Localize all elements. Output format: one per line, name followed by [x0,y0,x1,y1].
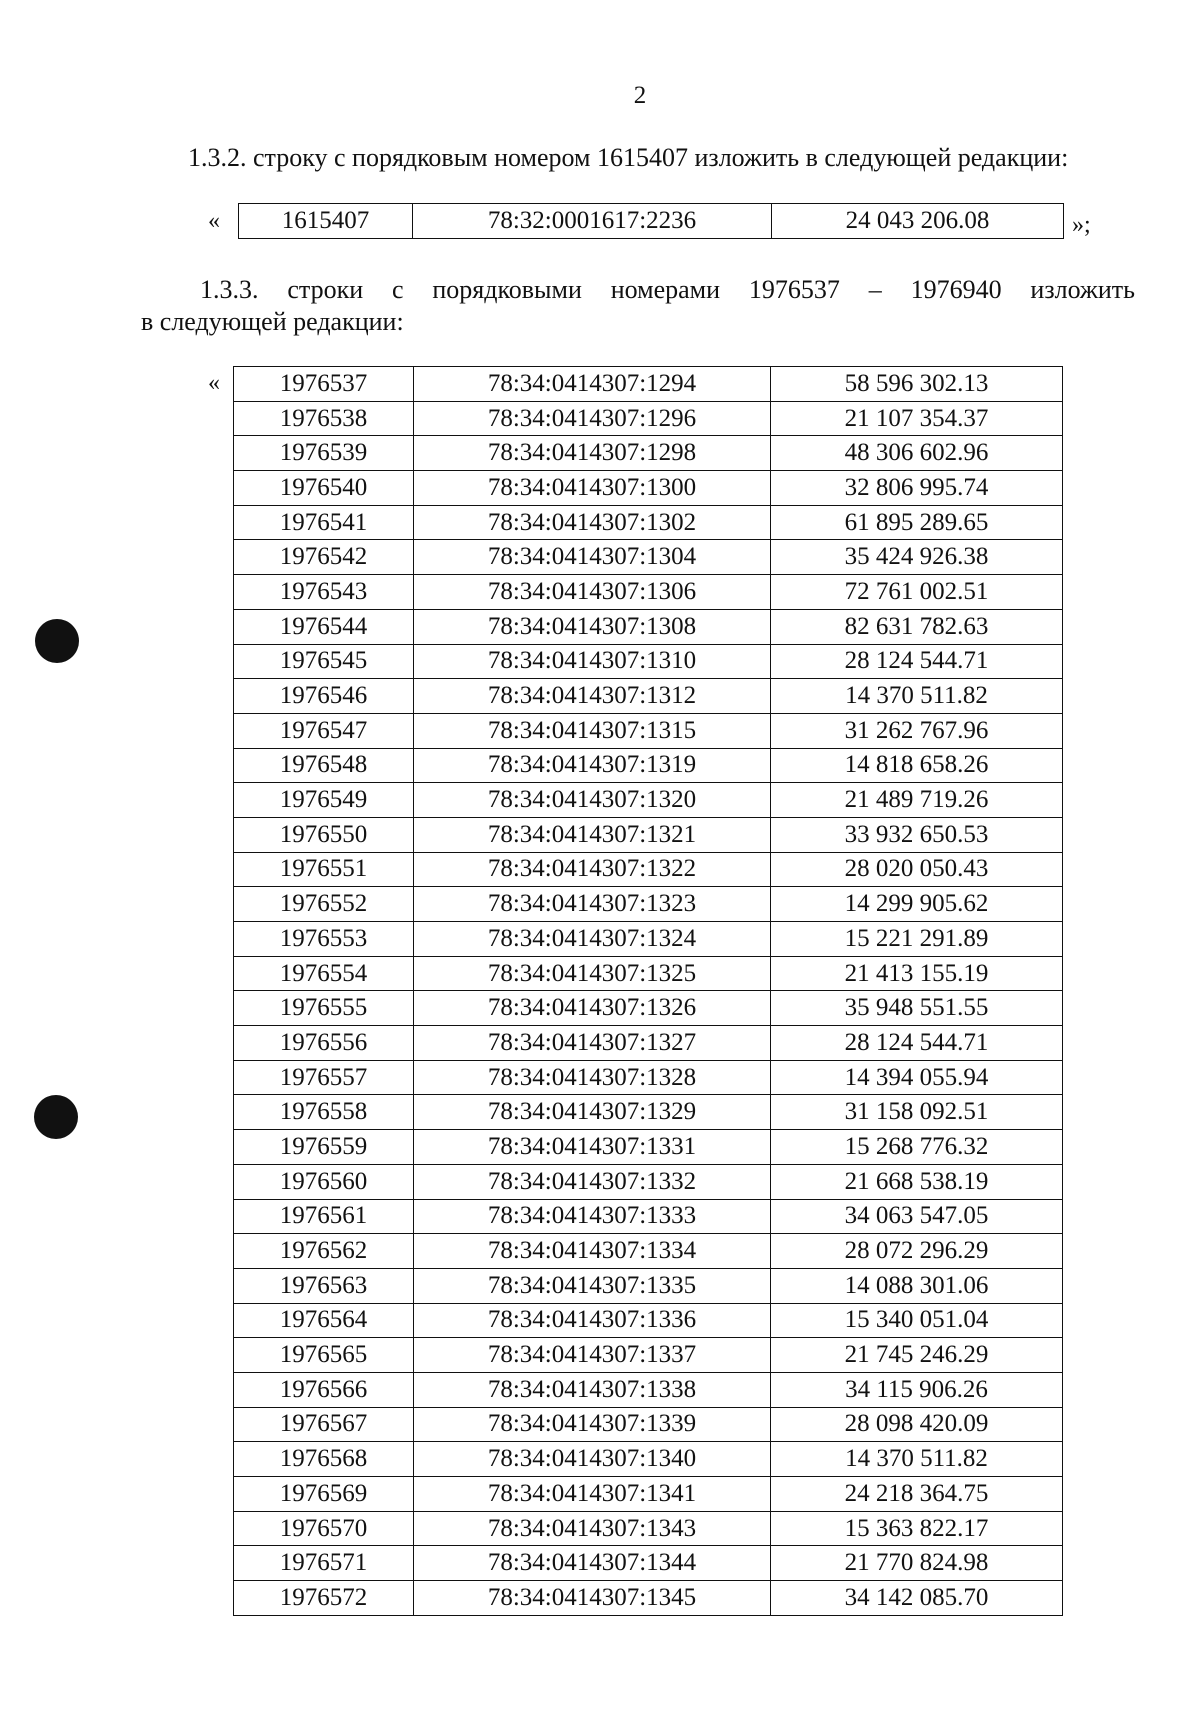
open-quote-2: « [208,370,220,396]
value-cell: 15 340 051.04 [771,1303,1063,1338]
value-cell: 14 088 301.06 [771,1268,1063,1303]
table-row [234,540,1063,575]
word: – [868,275,882,304]
row-number-cell: 1976542 [234,540,414,575]
table-row [234,887,1063,922]
row-number-cell: 1976538 [234,401,414,436]
row-number-cell: 1976541 [234,505,414,540]
cadastral-number-cell: 78:32:0001617:2236 [413,204,772,239]
word: 1.3.3. [200,275,259,304]
table-row [234,575,1063,610]
table-row [234,1164,1063,1199]
open-quote-1: « [208,208,220,234]
value-cell: 14 370 511.82 [771,1442,1063,1477]
value-cell: 34 063 547.05 [771,1199,1063,1234]
row-number-cell: 1976545 [234,644,414,679]
row-number-cell: 1976566 [234,1372,414,1407]
table-row [234,1060,1063,1095]
value-cell: 14 299 905.62 [771,887,1063,922]
value-cell: 21 107 354.37 [771,401,1063,436]
cadastral-number-cell: 78:34:0414307:1315 [414,713,771,748]
row-number-cell: 1976558 [234,1095,414,1130]
table-row [234,471,1063,506]
value-cell: 32 806 995.74 [771,471,1063,506]
cadastral-number-cell: 78:34:0414307:1328 [414,1060,771,1095]
row-number-cell: 1615407 [239,204,413,239]
page-number: 2 [633,82,647,109]
value-cell: 15 363 822.17 [771,1511,1063,1546]
value-cell: 28 098 420.09 [771,1407,1063,1442]
row-number-cell: 1976555 [234,991,414,1026]
table-row [234,1026,1063,1061]
row-number-cell: 1976550 [234,817,414,852]
row-number-cell: 1976539 [234,436,414,471]
cadastral-number-cell: 78:34:0414307:1300 [414,471,771,506]
row-number-cell: 1976543 [234,575,414,610]
cadastral-number-cell: 78:34:0414307:1302 [414,505,771,540]
row-number-cell: 1976537 [234,367,414,402]
single-row-table [238,203,1064,239]
cadastral-number-cell: 78:34:0414307:1338 [414,1372,771,1407]
close-quote-1: »; [1072,212,1091,238]
table-row [234,713,1063,748]
table-row [234,1303,1063,1338]
table-row [234,1234,1063,1269]
row-number-cell: 1976571 [234,1546,414,1581]
cadastral-number-cell: 78:34:0414307:1344 [414,1546,771,1581]
cadastral-number-cell: 78:34:0414307:1310 [414,644,771,679]
value-cell: 33 932 650.53 [771,817,1063,852]
value-cell: 21 668 538.19 [771,1164,1063,1199]
row-number-cell: 1976561 [234,1199,414,1234]
cadastral-number-cell: 78:34:0414307:1341 [414,1477,771,1512]
value-cell: 14 370 511.82 [771,679,1063,714]
value-cell: 61 895 289.65 [771,505,1063,540]
cadastral-number-cell: 78:34:0414307:1333 [414,1199,771,1234]
table-row [234,1199,1063,1234]
row-number-cell: 1976569 [234,1477,414,1512]
value-cell: 28 124 544.71 [771,1026,1063,1061]
word: изложить [1030,275,1136,304]
table-row [234,1407,1063,1442]
value-cell: 31 262 767.96 [771,713,1063,748]
table-row [234,505,1063,540]
cadastral-number-cell: 78:34:0414307:1312 [414,679,771,714]
value-cell: 14 394 055.94 [771,1060,1063,1095]
value-cell: 58 596 302.13 [771,367,1063,402]
row-number-cell: 1976565 [234,1338,414,1373]
row-number-cell: 1976572 [234,1581,414,1616]
row-number-cell: 1976553 [234,922,414,957]
cadastral-number-cell: 78:34:0414307:1319 [414,748,771,783]
cadastral-number-cell: 78:34:0414307:1304 [414,540,771,575]
value-cell: 14 818 658.26 [771,748,1063,783]
row-number-cell: 1976554 [234,956,414,991]
table-row [234,436,1063,471]
value-cell: 21 770 824.98 [771,1546,1063,1581]
cadastral-number-cell: 78:34:0414307:1327 [414,1026,771,1061]
paragraph-1-3-3-line-1 [200,275,1135,305]
cadastral-number-cell: 78:34:0414307:1298 [414,436,771,471]
value-cell: 28 072 296.29 [771,1234,1063,1269]
cadastral-number-cell: 78:34:0414307:1337 [414,1338,771,1373]
value-cell: 72 761 002.51 [771,575,1063,610]
table-row [234,367,1063,402]
value-cell: 48 306 602.96 [771,436,1063,471]
row-number-cell: 1976570 [234,1511,414,1546]
table-row [234,1511,1063,1546]
table-row [234,748,1063,783]
cadastral-number-cell: 78:34:0414307:1343 [414,1511,771,1546]
punch-hole-top [35,619,79,663]
row-number-cell: 1976557 [234,1060,414,1095]
value-cell: 15 268 776.32 [771,1130,1063,1165]
cadastral-number-cell: 78:34:0414307:1340 [414,1442,771,1477]
value-cell: 24 043 206.08 [772,204,1064,239]
row-number-cell: 1976556 [234,1026,414,1061]
cadastral-number-cell: 78:34:0414307:1331 [414,1130,771,1165]
table-row [234,1268,1063,1303]
cadastral-number-cell: 78:34:0414307:1323 [414,887,771,922]
cadastral-number-cell: 78:34:0414307:1336 [414,1303,771,1338]
row-number-cell: 1976567 [234,1407,414,1442]
word: 1976537 [748,275,840,304]
table-row [239,204,1064,239]
word: порядковыми [432,275,582,304]
value-cell: 21 745 246.29 [771,1338,1063,1373]
row-number-cell: 1976560 [234,1164,414,1199]
cadastral-number-cell: 78:34:0414307:1324 [414,922,771,957]
table-row [234,922,1063,957]
paragraph-1-3-3-line-2: в следующей редакции: [141,307,404,336]
value-cell: 34 115 906.26 [771,1372,1063,1407]
parcels-table [233,366,1063,1616]
value-cell: 35 948 551.55 [771,991,1063,1026]
table-row [234,1372,1063,1407]
row-number-cell: 1976549 [234,783,414,818]
table-row [234,1477,1063,1512]
row-number-cell: 1976568 [234,1442,414,1477]
value-cell: 28 020 050.43 [771,852,1063,887]
row-number-cell: 1976547 [234,713,414,748]
table-row [234,644,1063,679]
row-number-cell: 1976562 [234,1234,414,1269]
table-row [234,679,1063,714]
row-number-cell: 1976551 [234,852,414,887]
cadastral-number-cell: 78:34:0414307:1335 [414,1268,771,1303]
cadastral-number-cell: 78:34:0414307:1332 [414,1164,771,1199]
row-number-cell: 1976544 [234,609,414,644]
word: 1976940 [910,275,1002,304]
value-cell: 24 218 364.75 [771,1477,1063,1512]
cadastral-number-cell: 78:34:0414307:1334 [414,1234,771,1269]
value-cell: 15 221 291.89 [771,922,1063,957]
value-cell: 31 158 092.51 [771,1095,1063,1130]
cadastral-number-cell: 78:34:0414307:1322 [414,852,771,887]
word: с [391,275,404,304]
table-row [234,1546,1063,1581]
word: строки [287,275,364,304]
value-cell: 35 424 926.38 [771,540,1063,575]
value-cell: 82 631 782.63 [771,609,1063,644]
cadastral-number-cell: 78:34:0414307:1345 [414,1581,771,1616]
value-cell: 28 124 544.71 [771,644,1063,679]
table-row [234,783,1063,818]
table-row [234,1338,1063,1373]
punch-hole-bottom [34,1095,78,1139]
cadastral-number-cell: 78:34:0414307:1306 [414,575,771,610]
cadastral-number-cell: 78:34:0414307:1326 [414,991,771,1026]
table-row [234,401,1063,436]
value-cell: 34 142 085.70 [771,1581,1063,1616]
row-number-cell: 1976552 [234,887,414,922]
value-cell: 21 489 719.26 [771,783,1063,818]
cadastral-number-cell: 78:34:0414307:1294 [414,367,771,402]
cadastral-number-cell: 78:34:0414307:1339 [414,1407,771,1442]
table-row [234,852,1063,887]
table-row [234,817,1063,852]
row-number-cell: 1976546 [234,679,414,714]
cadastral-number-cell: 78:34:0414307:1321 [414,817,771,852]
word: номерами [610,275,721,304]
table-row [234,956,1063,991]
table-row [234,991,1063,1026]
row-number-cell: 1976540 [234,471,414,506]
table-row [234,1581,1063,1616]
row-number-cell: 1976564 [234,1303,414,1338]
cadastral-number-cell: 78:34:0414307:1296 [414,401,771,436]
cadastral-number-cell: 78:34:0414307:1325 [414,956,771,991]
paragraph-1-3-2: 1.3.2. строку с порядковым номером 1615407 изложить в следующей редакции: [188,143,1069,172]
row-number-cell: 1976548 [234,748,414,783]
cadastral-number-cell: 78:34:0414307:1329 [414,1095,771,1130]
value-cell: 21 413 155.19 [771,956,1063,991]
row-number-cell: 1976563 [234,1268,414,1303]
row-number-cell: 1976559 [234,1130,414,1165]
table-row [234,1442,1063,1477]
cadastral-number-cell: 78:34:0414307:1320 [414,783,771,818]
cadastral-number-cell: 78:34:0414307:1308 [414,609,771,644]
table-row [234,1095,1063,1130]
table-row [234,609,1063,644]
table-row [234,1130,1063,1165]
